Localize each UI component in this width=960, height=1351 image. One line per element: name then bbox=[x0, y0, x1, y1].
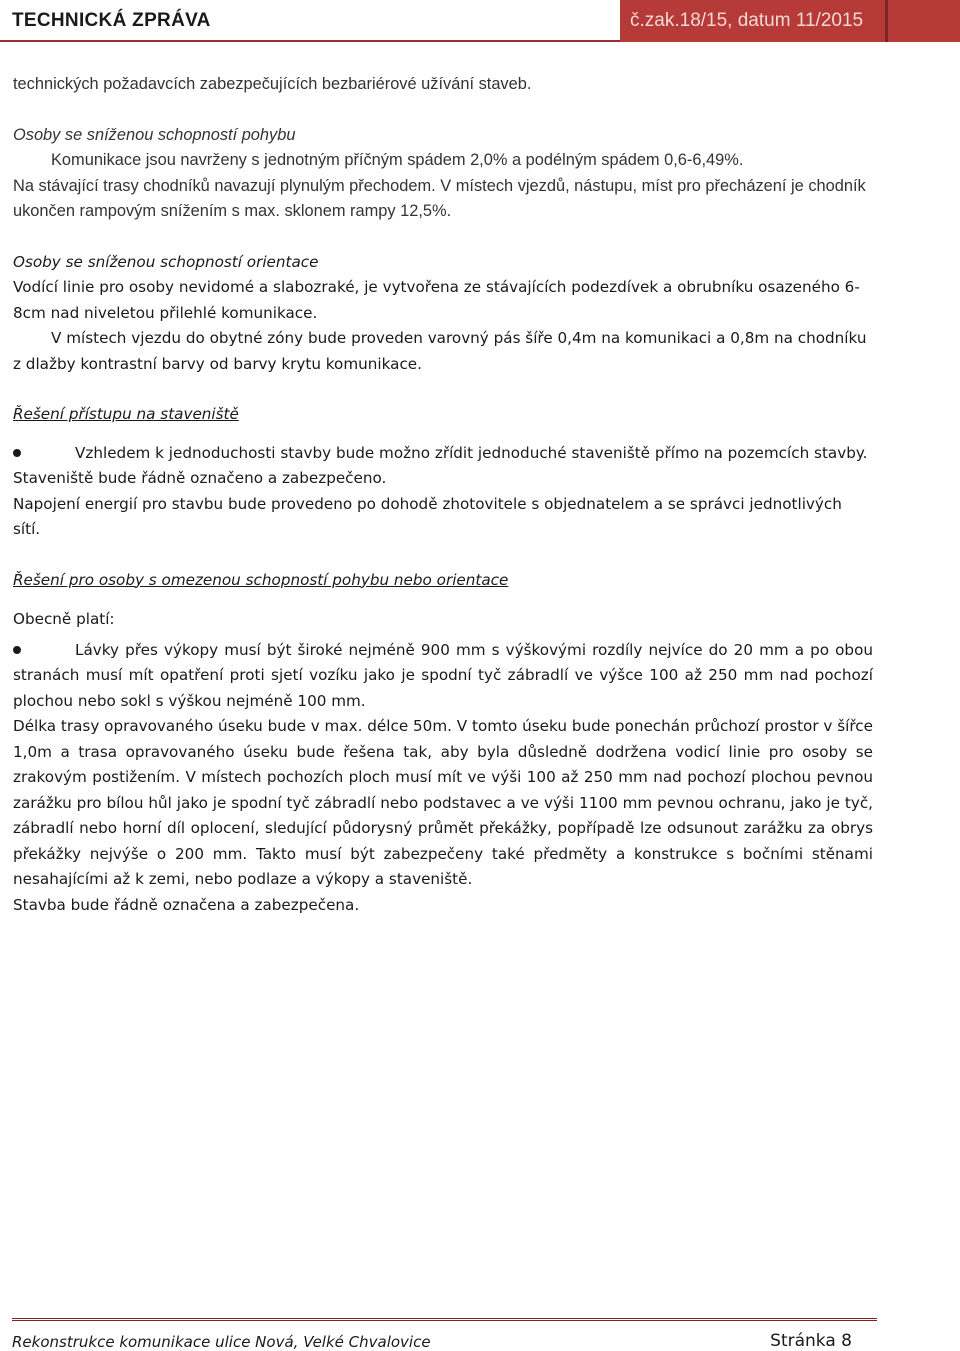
page-number: Stránka 8 bbox=[770, 1331, 852, 1351]
header-code-bar bbox=[620, 0, 960, 42]
header-stripe bbox=[885, 0, 888, 42]
bullet-icon bbox=[13, 646, 21, 654]
section-heading-orientation: Osoby se sníženou schopností orientace bbox=[13, 252, 319, 271]
section-heading-site-access: Řešení přístupu na staveniště bbox=[13, 405, 239, 423]
page-footer bbox=[12, 1318, 877, 1351]
project-name: Rekonstrukce komunikace ulice Nová, Velké Chvalovice bbox=[12, 1333, 431, 1351]
contract-code: č.zak.18/15, datum 11/2015 bbox=[630, 10, 864, 31]
paragraph-final: Stavba bude řádně označena a zabezpečena. bbox=[13, 895, 360, 914]
page-content bbox=[13, 72, 873, 918]
section-heading-reduced-ability: Řešení pro osoby s omezenou schopností pohybu nebo orientace bbox=[13, 570, 509, 589]
list-item bbox=[13, 441, 873, 467]
paragraph-orientation-1: Vodící linie pro osoby nevidomé a slabozraké, je vytvořena ze stávajících podezdívek a obrubníku osazeného 6-8cm nad niveletou přilehlé komunikace. bbox=[13, 278, 860, 322]
paragraph-intro: technických požadavcích zabezpečujících bezbariérové užívání staveb. bbox=[13, 75, 532, 93]
bullet-icon bbox=[13, 449, 21, 457]
bullet-footbridges: Lávky přes výkopy musí být široké nejméně 900 mm s výškovými rozdíly nejvíce do 20 mm a po obou stranách musí mít opatření proti sjetí vozíku jako je spodní tyč zábradlí ve výšce 100 až 250 mm nad pochozí plochou nebo sokl s výškou nejméně 100 mm. bbox=[13, 640, 873, 710]
paragraph-mobility-2: Na stávající trasy chodníků navazují plynulým přechodem. V místech vjezdů, nástupu, míst pro přecházení je chodník ukončen rampovým snížením s max. sklonem rampy 12,5%. bbox=[13, 176, 866, 220]
paragraph-site-energy: Napojení energií pro stavbu bude provedeno po dohodě zhotovitele s objednatelem a se správci jednotlivých sítí. bbox=[13, 494, 842, 538]
paragraph-mobility-1: Komunikace jsou navrženy s jednotným příčným spádem 2,0% a podélným spádem 0,6-6,49%. bbox=[51, 151, 744, 169]
document-title: TECHNICKÁ ZPRÁVA bbox=[12, 10, 211, 31]
section-heading-mobility: Osoby se sníženou schopností pohybu bbox=[13, 125, 296, 144]
bullet-site-access: Vzhledem k jednoduchosti stavby bude možno zřídit jednoduché staveniště přímo na pozemcích stavby. bbox=[75, 443, 868, 462]
paragraph-route: Délka trasy opravovaného úseku bude v max. délce 50m. V tomto úseku bude ponechán průchozí prostor v šířce 1,0m a trasa opravovaného úseku bude řešena tak, aby byla důsledně dodržena vodicí linie pro osoby se zrakovým postižením. V místech pochozích ploch musí mít ve výši 100 až 250 mm nad pochozí plochou pevnou zarážku pro bílou hůl jako je spodní tyč zábradlí nebo podstavec a ve výši 1100 mm pevnou ochranu, jako je tyč, zábradlí nebo horní díl oplocení, sledující půdorysný průmět překážky, popřípadě lze odsunout zarážku za obrys překážky nejvýše o 200 mm. Takto musí být zabezpečeny také předměty a konstrukce s bočními stěnami nesahajícími až k zemi, nebo podlaze a výkopy a staveniště. bbox=[13, 717, 873, 888]
list-item bbox=[13, 638, 873, 715]
paragraph-site-marked: Staveniště bude řádně označeno a zabezpečeno. bbox=[13, 469, 387, 487]
header-title-bar bbox=[0, 0, 620, 42]
paragraph-general: Obecně platí: bbox=[13, 610, 115, 628]
page-header bbox=[0, 0, 960, 42]
paragraph-orientation-2: V místech vjezdu do obytné zóny bude proveden varovný pás šíře 0,4m na komunikaci a 0,8m na chodníku z dlažby kontrastní barvy od barvy krytu komunikace. bbox=[13, 329, 867, 373]
